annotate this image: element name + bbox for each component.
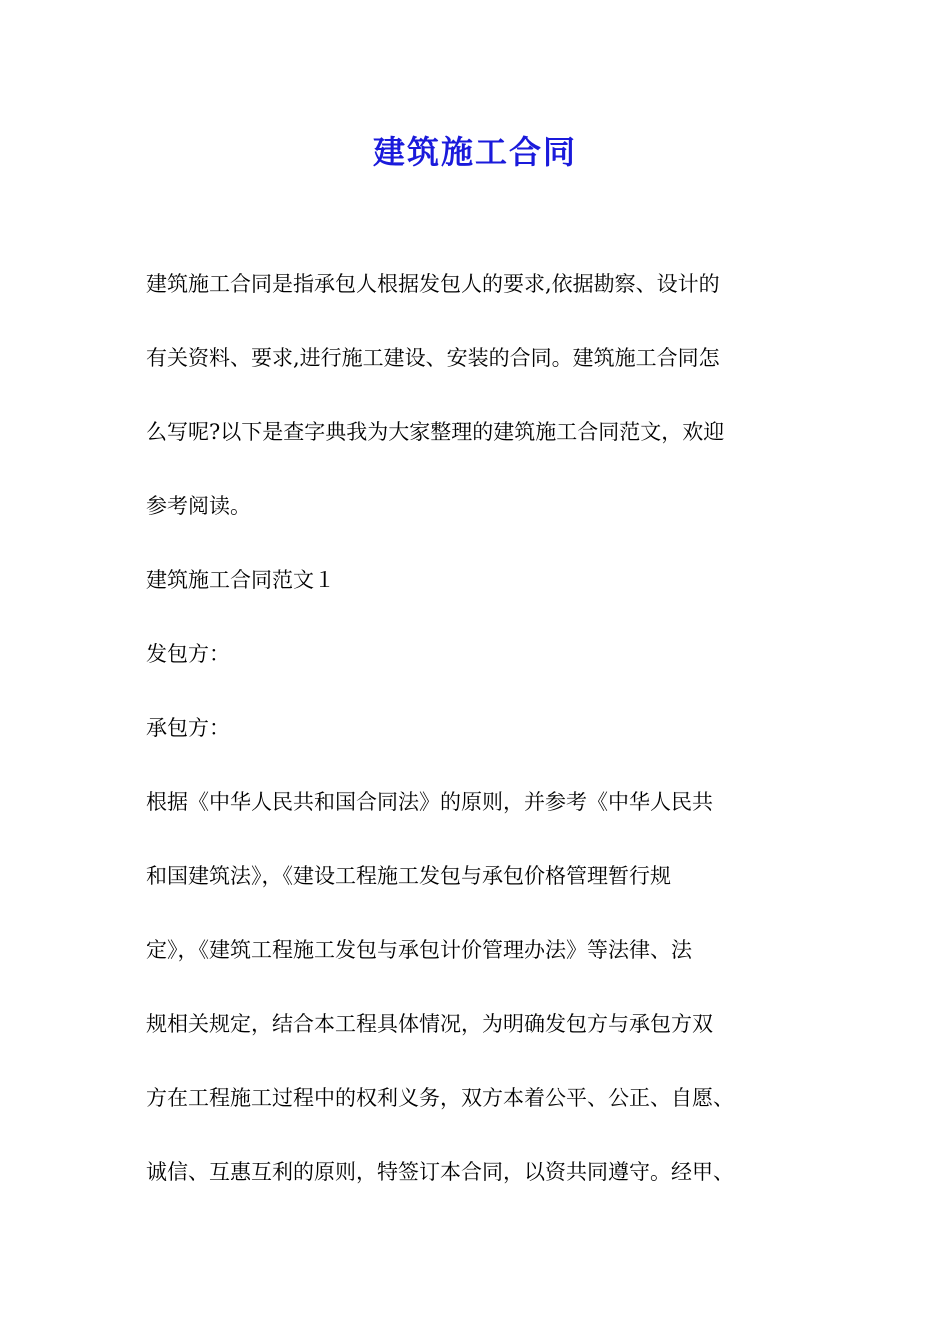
- body-line-13: 诚信、互惠互利的原则，特签订本合同，以资共同遵守。经甲、: [146, 1160, 734, 1184]
- body-line-1: 建筑施工合同是指承包人根据发包人的要求,依据勘察、设计的: [146, 272, 720, 296]
- document-title: 建筑施工合同: [372, 133, 577, 171]
- party-contractor-label: 承包方：: [146, 716, 230, 740]
- body-line-2: 有关资料、要求,进行施工建设、安装的合同。建筑施工合同怎: [146, 346, 720, 370]
- document-body: [146, 264, 826, 1226]
- body-line-9: 和国建筑法》，《建设工程施工发包与承包价格管理暂行规: [146, 864, 671, 888]
- body-line-4: 参考阅读。: [146, 494, 251, 518]
- body-line-11: 规相关规定，结合本工程具体情况，为明确发包方与承包方双: [146, 1012, 713, 1036]
- body-line-8: 根据《中华人民共和国合同法》的原则，并参考《中华人民共: [146, 790, 713, 814]
- body-line-10: 定》，《建筑工程施工发包与承包计价管理办法》等法律、法: [146, 938, 692, 962]
- section-heading: 建筑施工合同范文１: [146, 568, 335, 592]
- body-line-12: 方在工程施工过程中的权利义务，双方本着公平、公正、自愿、: [146, 1086, 734, 1110]
- body-line-3: 么写呢?以下是查字典我为大家整理的建筑施工合同范文，欢迎: [146, 420, 725, 444]
- party-employer-label: 发包方：: [146, 642, 230, 666]
